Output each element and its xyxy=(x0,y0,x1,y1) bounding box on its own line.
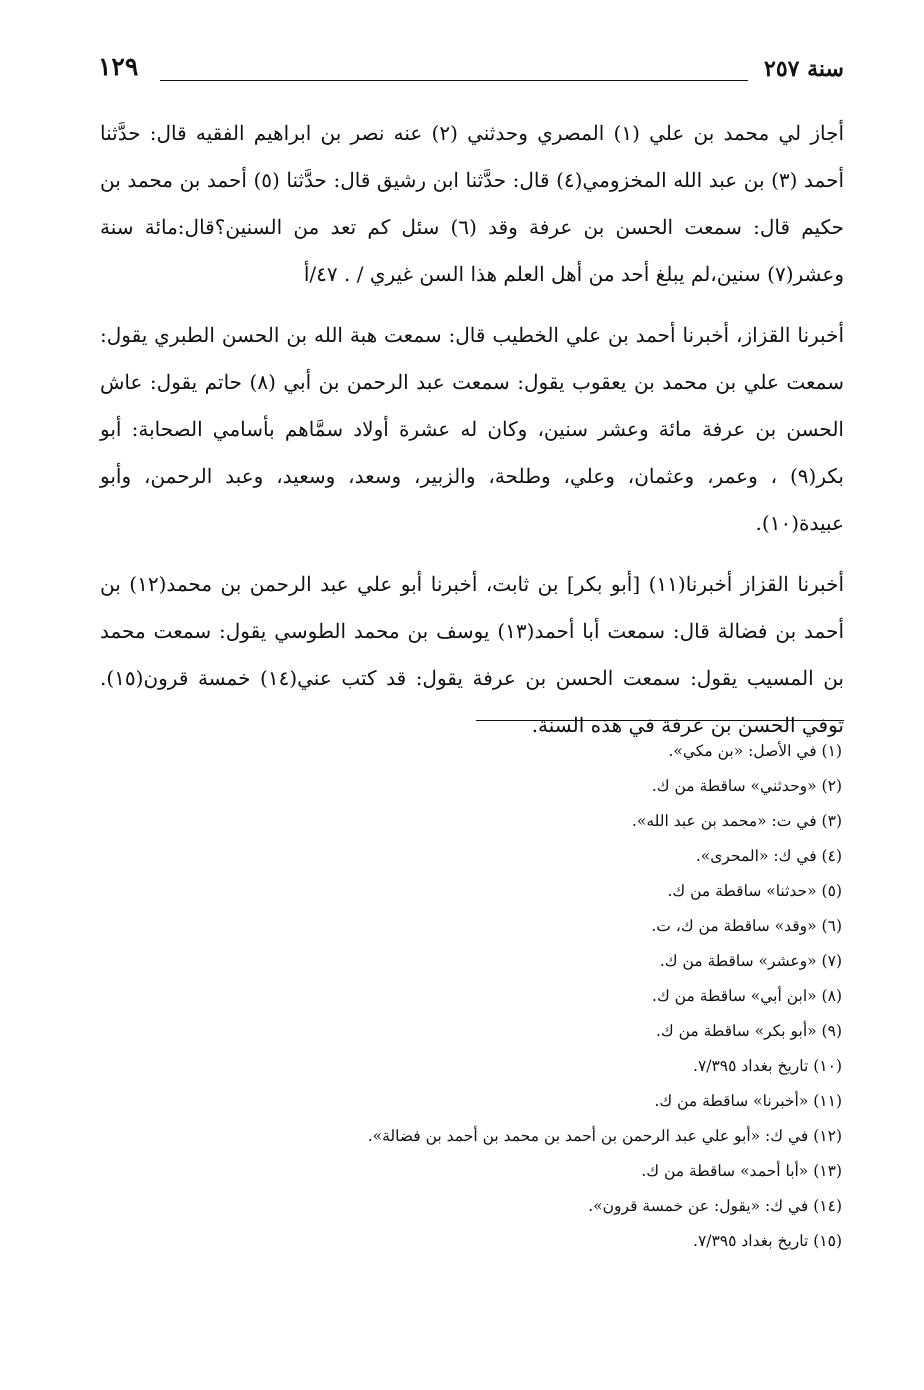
footnotes xyxy=(160,734,842,1259)
page-header xyxy=(98,52,844,92)
footnote-13: (١٣) «أبا أحمد» ساقطة من ك. xyxy=(641,1162,842,1180)
footnote-5: (٥) «حدثنا» ساقطة من ك. xyxy=(667,882,842,900)
footnote-14: (١٤) في ك: «يقول: عن خمسة قرون». xyxy=(588,1197,842,1215)
footnote-4: (٤) في ك: «المحرى». xyxy=(695,847,842,865)
footnote-12: (١٢) في ك: «أبو علي عبد الرحمن بن أحمد بن محمد بن أحمد بن فضالة». xyxy=(367,1127,842,1145)
footnote-11: (١١) «أخبرنا» ساقطة من ك. xyxy=(654,1092,842,1110)
paragraph-1-text: أجاز لي محمد بن علي (١) المصري وحدثني (٢) عنه نصر بن ابراهيم الفقيه قال: حدَّثنا أحمد (٣) بن عبد الله المخزومي(٤) قال: حدَّثنا ابن رشيق قال: حدَّثنا (٥) أحمد بن محمد بن حكيم قال: سمعت الحسن بن عرفة وقد (٦) سئل كم تعد من السنين؟قال:مائة سنة وعشر(٧) سنين،لم يبلغ أحد من أهل العلم هذا السن غيري / . xyxy=(100,121,845,286)
footnote-8: (٨) «ابن أبي» ساقطة من ك. xyxy=(652,987,842,1005)
header-rule xyxy=(160,80,748,81)
footnote-separator xyxy=(476,720,844,721)
footnote-7: (٧) «وعشر» ساقطة من ك. xyxy=(659,952,842,970)
paragraph-1 xyxy=(100,110,844,298)
footnote-1: (١) في الأصل: «بن مكي». xyxy=(668,742,842,760)
main-text xyxy=(100,110,844,749)
footnote-10: (١٠) تاريخ بغداد ٧/٣٩٥. xyxy=(693,1057,842,1075)
footnote-3: (٣) في ت: «محمد بن عبد الله». xyxy=(631,812,842,830)
paragraph-3: أخبرنا القزاز أخبرنا(١١) [أبو بكر] بن ثابت، أخبرنا أبو علي عبد الرحمن بن محمد(١٢) بن أحمد بن فضالة قال: سمعت أبا أحمد(١٣) يوسف بن محمد الطوسي يقول: سمعت محمد بن المسيب يقول: سمعت الحسن بن عرفة يقول: قد كتب عني(١٤) خمسة قرون(١٥). توفي الحسن بن عرفة في هذه السنة. xyxy=(100,572,845,737)
folio-margin-marker: ٤٧/أ xyxy=(303,262,338,286)
paragraph-2: أخبرنا القزاز، أخبرنا أحمد بن علي الخطيب قال: سمعت هبة الله بن الحسن الطبري يقول: سمعت علي بن محمد بن يعقوب يقول: سمعت عبد الرحمن بن أبي (٨) حاتم يقول: عاش الحسن بن عرفة مائة وعشر سنين، وكان له عشرة أولاد سمَّاهم بأسامي الصحابة: أبو بكر(٩) ، وعمر، وعثمان، وعلي، وطلحة، والزبير، وسعد، وسعيد، وعبد الرحمن، وأبو عبيدة(١٠). xyxy=(100,323,844,535)
footnote-15: (١٥) تاريخ بغداد ٧/٣٩٥. xyxy=(693,1232,842,1250)
page-number: ١٢٩ xyxy=(98,52,139,81)
footnote-2: (٢) «وحدثني» ساقطة من ك. xyxy=(651,777,842,795)
footnote-6: (٦) «وقد» ساقطة من ك، ت. xyxy=(651,917,842,935)
footnote-9: (٩) «أبو بكر» ساقطة من ك. xyxy=(655,1022,842,1040)
running-head-year: سنة ٢٥٧ xyxy=(764,56,844,82)
